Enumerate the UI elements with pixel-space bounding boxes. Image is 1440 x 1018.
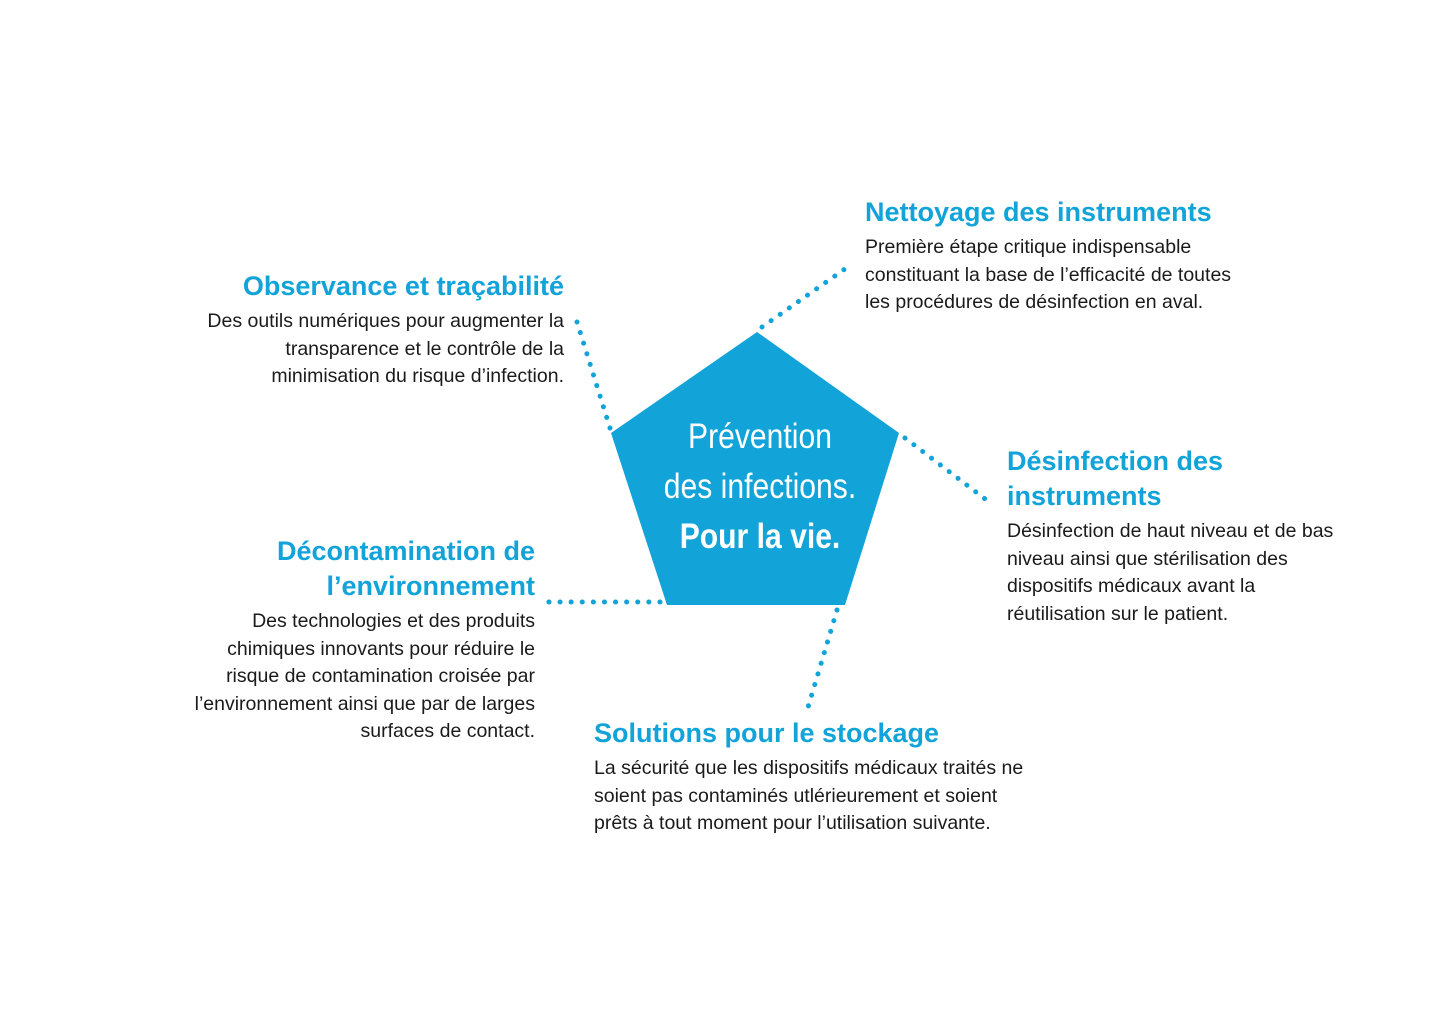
node-nettoyage-description: Première étape critique indispensable constituant la base de l’efficacité de toutes les procédures de désinfection en aval. — [865, 236, 1232, 313]
connector-stockage — [806, 610, 837, 714]
node-decontamination-title: Décontamination de l’environnement — [276, 536, 535, 601]
node-stockage — [594, 716, 1154, 838]
node-decontamination-description: Des technologies et des produits chimiques innovants pour réduire le risque de contamination croisée par l’environnement ainsi que par de larges surfaces de contact. — [194, 610, 535, 742]
node-stockage-title: Solutions pour le stockage — [594, 718, 940, 748]
connector-nettoyage — [762, 264, 852, 327]
node-stockage-description: La sécurité que les dispositifs médicaux traités ne soient pas contaminés utlérieurement et soient prêts à tout moment pour l’utilisation suivante. — [594, 757, 1024, 834]
connector-desinfection — [905, 438, 993, 505]
node-desinfection-description: Désinfection de haut niveau et de bas niveau ainsi que stérilisation des dispositifs médicaux avant la réutilisation sur le patient. — [1007, 520, 1334, 625]
node-nettoyage — [865, 195, 1385, 317]
node-decontamination — [60, 534, 535, 746]
center-line-3: Pour la vie. — [679, 517, 841, 556]
connector-observance — [577, 322, 610, 428]
node-observance-title: Observance et traçabilité — [242, 271, 564, 301]
node-observance — [60, 269, 564, 391]
center-label — [631, 412, 889, 562]
node-observance-description: Des outils numériques pour augmenter la transparence et le contrôle de la minimisation du risque d’infection. — [207, 310, 564, 387]
center-line-1: Prévention — [688, 417, 832, 456]
center-line-2: des infections. — [663, 467, 857, 506]
node-nettoyage-title: Nettoyage des instruments — [865, 197, 1212, 227]
node-desinfection — [1007, 444, 1427, 628]
node-desinfection-title: Désinfection des instruments — [1007, 446, 1224, 511]
